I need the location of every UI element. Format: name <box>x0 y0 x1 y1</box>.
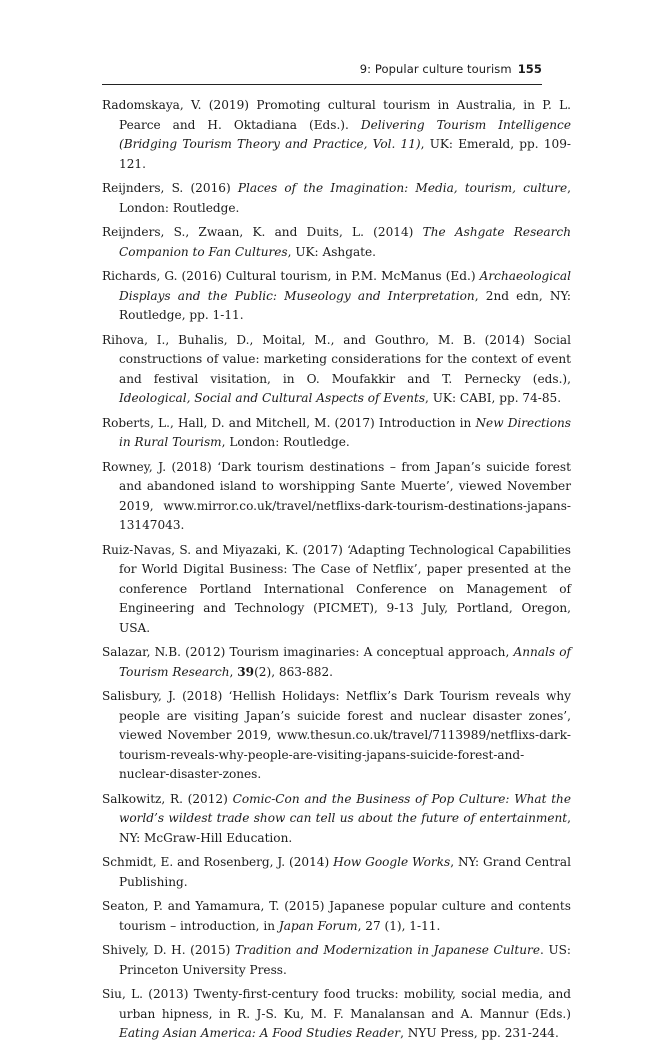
reference-entry <box>102 331 571 409</box>
reference-text: , UK: CABI, pp. 74-85. <box>425 391 562 405</box>
running-head <box>102 62 542 76</box>
reference-text: Seaton, P. and Yamamura, T. (2015) Japanese popular culture and contents tourism – introduction, in <box>102 899 571 933</box>
reference-entry <box>102 541 571 639</box>
header-rule <box>102 84 542 85</box>
reference-text: Rihova, I., Buhalis, D., Moital, M., and Gouthro, M. B. (2014) Social constructions of value: marketing considerations for the context of event and festival visitation, in O. Moufakkir and T. Pernecky (eds.), <box>102 332 571 386</box>
reference-entry <box>102 853 571 892</box>
reference-title: Tradition and Modernization in Japanese Culture <box>234 943 540 957</box>
reference-text: Radomskaya, V. (2019) Promoting cultural tourism in Australia, in P. L. Pearce and H. Oktadiana (Eds.). <box>102 98 571 132</box>
reference-title: Archaeological Displays and the Public: Museology and Interpretation <box>119 269 571 303</box>
reference-title: Places of the Imagination: Media, tourism, culture <box>237 181 568 195</box>
reference-title: How Google Works <box>333 855 451 869</box>
reference-text: Rowney, J. (2018) ‘Dark tourism destinations – from Japan’s suicide forest and abandoned island to worshipping Sante Muerte’, viewed November 2019, www.mirror.co.uk/travel/netflixs-dark-tourism-destinations-japans-13147043. <box>102 459 571 532</box>
reference-entry <box>102 897 571 936</box>
reference-text: , UK: Emerald, pp. 109-121. <box>119 137 572 171</box>
reference-text: , UK: Ashgate. <box>287 244 377 259</box>
reference-entry <box>102 179 571 218</box>
reference-text: , 27 (1), 1-11. <box>357 918 441 933</box>
reference-text: , <box>229 664 238 679</box>
reference-entry <box>102 96 571 174</box>
reference-text: . US: Princeton University Press. <box>119 943 571 977</box>
reference-entry <box>102 985 571 1044</box>
reference-entry <box>102 941 571 980</box>
reference-text: Siu, L. (2013) Twenty-first-century food trucks: mobility, social media, and urban hipness, in R. J-S. Ku, M. F. Manalansan and A. Mannur (Eds.) <box>102 987 571 1021</box>
reference-entry <box>102 643 571 682</box>
reference-text: Salisbury, J. (2018) ‘Hellish Holidays: Netflix’s Dark Tourism reveals why people are visiting Japan’s suicide forest and nuclear disaster zones’, viewed November 2019, www.thesun.co.uk/travel/7113989/netflixs-dark-tourism-reveals-why-people-are-visiting-japans-suicide-forest-and-nuclear-disaster-zones. <box>102 689 571 781</box>
reference-title: Comic-Con and the Business of Pop Culture: What the world’s wildest trade show can tell us about the future of entertainment <box>119 791 572 825</box>
reference-text: Salkowitz, R. (2012) <box>102 791 233 806</box>
reference-entry <box>102 267 571 326</box>
reference-entry <box>102 790 571 849</box>
reference-title: New Directions in Rural Tourism <box>119 415 571 449</box>
reference-entry <box>102 687 571 785</box>
reference-title: Ideological, Social and Cultural Aspects of Events <box>119 391 426 405</box>
reference-entry <box>102 414 571 453</box>
reference-title: Japan Forum <box>278 918 358 933</box>
reference-text: , NY: McGraw-Hill Education. <box>119 811 571 845</box>
reference-text: Roberts, L., Hall, D. and Mitchell, M. (2017) Introduction in <box>102 415 476 430</box>
reference-title: Delivering Tourism Intelligence (Bridging Tourism Theory and Practice, Vol. 11) <box>119 117 571 151</box>
reference-entry <box>102 223 571 262</box>
reference-volume: 39 <box>237 664 255 679</box>
reference-text: (2), 863-882. <box>254 664 334 679</box>
reference-text: , London: Routledge. <box>221 435 350 449</box>
reference-text: , London: Routledge. <box>119 181 571 215</box>
reference-text: , 2nd edn, NY: Routledge, pp. 1-11. <box>119 288 572 322</box>
reference-text: Reijnders, S. (2016) <box>102 181 238 195</box>
reference-title: Annals of Tourism Research <box>119 645 571 679</box>
reference-text: , NY: Grand Central Publishing. <box>119 855 571 889</box>
reference-text: Richards, G. (2016) Cultural tourism, in P.M. McManus (Ed.) <box>102 269 480 283</box>
reference-entry <box>102 458 571 536</box>
chapter-title: 9: Popular culture tourism <box>359 62 512 76</box>
reference-text: Shively, D. H. (2015) <box>102 943 235 957</box>
page-number: 155 <box>517 62 542 76</box>
reference-title: Eating Asian America: A Food Studies Reader <box>119 1026 401 1040</box>
reference-text: Salazar, N.B. (2012) Tourism imaginaries: A conceptual approach, <box>102 645 514 659</box>
reference-text: Schmidt, E. and Rosenberg, J. (2014) <box>102 855 334 869</box>
reference-title: The Ashgate Research Companion to Fan Cultures <box>119 225 571 259</box>
reference-text: Ruiz-Navas, S. and Miyazaki, K. (2017) ‘Adapting Technological Capabilities for World Digital Business: The Case of Netflix’, paper presented at the conference Portland International Conference on Management of Engineering and Technology (PICMET), 9-13 July, Portland, Oregon, USA. <box>102 542 571 635</box>
reference-text: Reijnders, S., Zwaan, K. and Duits, L. (2014) <box>102 225 423 239</box>
reference-text: , NYU Press, pp. 231-244. <box>400 1026 559 1040</box>
reference-list <box>102 96 571 1049</box>
